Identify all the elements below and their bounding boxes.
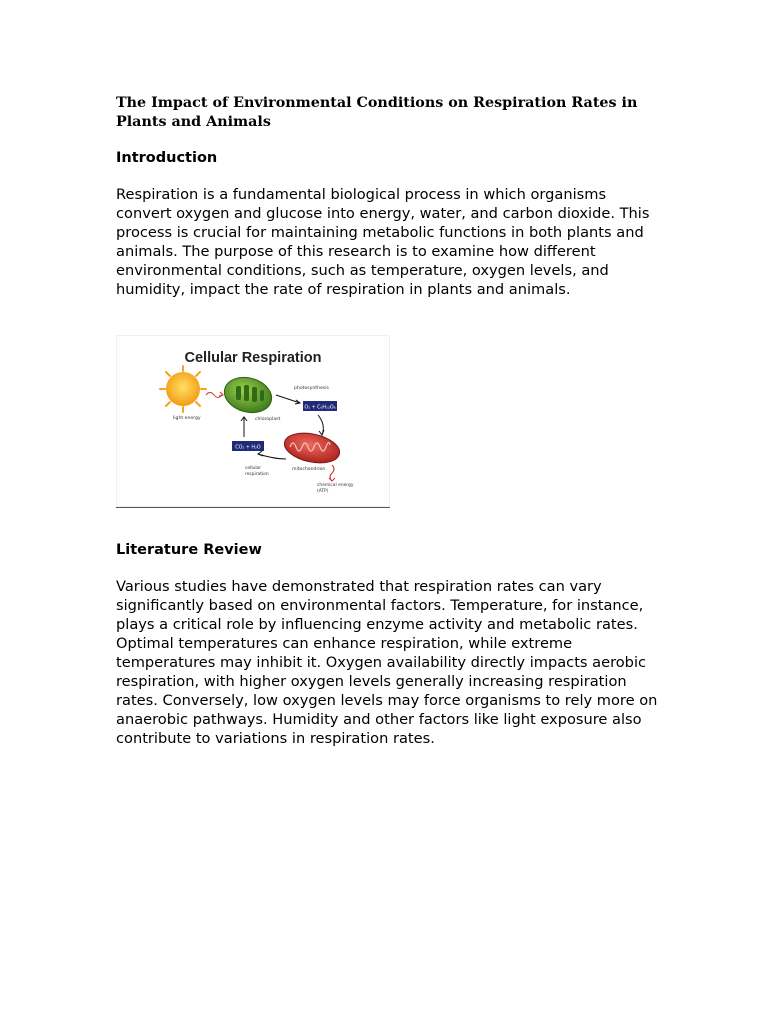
cellular-respiration-figure — [116, 335, 390, 508]
literature-review-heading: Literature Review — [116, 542, 262, 558]
glucose-box-label: O₂ + C₆H₁₂O₆ — [304, 405, 336, 411]
literature-review-paragraph: Various studies have demonstrated that respiration rates can vary significantly based on environmental factors. Temperature, for instance, plays a critical role by influencing enzyme activity and metabolic rates. Optimal temperatures can enhance respiration, while extreme temperatures may inhibit it. Oxygen availability directly impacts aerobic respiration, with higher oxygen levels generally increasing respiration rates. Conversely, low oxygen levels may force organisms to rely more on anaerobic pathways. Humidity and other factors like light exposure also contribute to variations in respiration rates. — [116, 578, 658, 747]
introduction-heading: Introduction — [116, 150, 218, 166]
photosynthesis-arrow-icon — [276, 395, 300, 403]
mitochondrion-icon — [282, 428, 343, 467]
figure-title: Cellular Respiration — [184, 350, 322, 366]
co2-box-label: CO₂ + H₂O — [235, 445, 261, 451]
atp-arrow-icon — [330, 465, 334, 481]
atp-label: (ATP) — [317, 489, 329, 494]
light-energy-label: light energy — [173, 416, 201, 421]
chemical-energy-label: chemical energy — [317, 483, 354, 488]
document-title: The Impact of Environmental Conditions on Respiration Rates in Plants and Animals — [116, 95, 638, 130]
cellular-label: cellular — [245, 466, 262, 471]
cellular-respiration-diagram — [116, 335, 390, 507]
respiration-arrow-icon — [258, 454, 286, 459]
sun-icon — [160, 366, 206, 412]
down-arrow-icon — [318, 415, 323, 435]
introduction-paragraph: Respiration is a fundamental biological process in which organisms convert oxygen and glucose into energy, water, and carbon dioxide. This process is crucial for maintaining metabolic functions in both plants and animals. The purpose of this research is to examine how different environmental conditions, such as temperature, oxygen levels, and humidity, impact the rate of respiration in plants and animals. — [116, 186, 650, 298]
energy-arrow-icon — [206, 393, 222, 398]
chloroplast-icon — [220, 372, 275, 417]
mitochondrion-label: mitochondrion — [292, 467, 326, 472]
chloroplast-label: chloroplast — [255, 417, 281, 422]
photosynthesis-label: photosynthesis — [294, 386, 329, 391]
respiration-label: respiration — [245, 472, 269, 477]
